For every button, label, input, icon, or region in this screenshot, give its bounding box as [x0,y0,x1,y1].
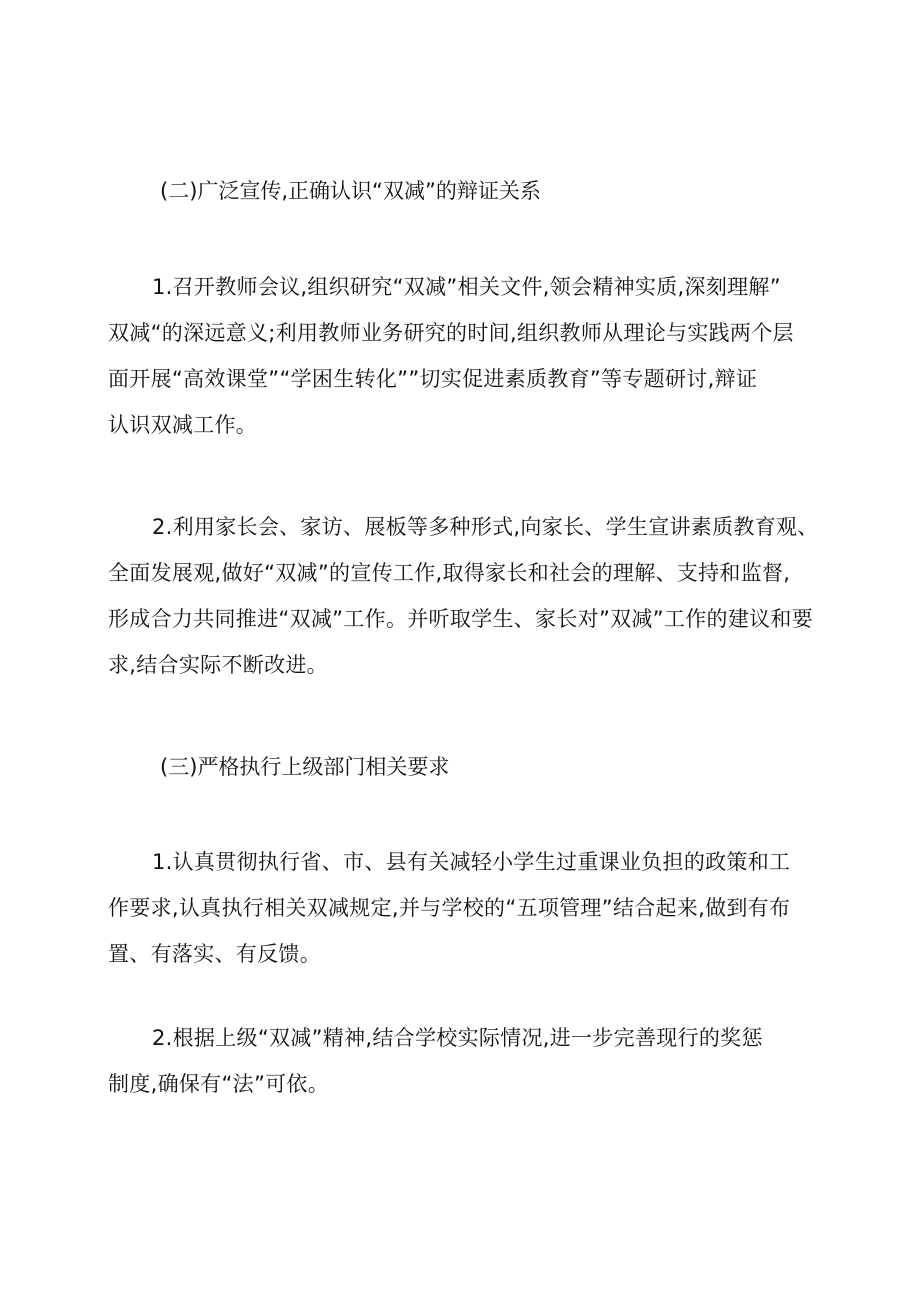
paragraph-line: 制度,确保有“法”可依。 [108,1072,330,1096]
paragraph-line: 全面发展观,做好“双减”的宣传工作,取得家长和社会的理解、支持和监督, [108,561,791,585]
paragraph-line: 2.利用家长会、家访、展板等多种形式,向家长、学生宣讲素质教育观、 [152,515,819,539]
paragraph-line: 2.根据上级“双减”精神,结合学校实际情况,进一步完善现行的奖惩 [152,1026,763,1050]
paragraph-line: 面开展“高效课堂”“学困生转化””切实促进素质教育”等专题研讨,辩证 [108,367,758,391]
paragraph-line: 1.召开教师会议,组织研究“双减”相关文件,领会精神实质,深刻理解” [152,275,781,299]
paragraph-line: 形成合力共同推进“双减”工作。并听取学生、家长对”双减”工作的建议和要 [108,607,814,631]
paragraph-line: 认识双减工作。 [108,413,258,437]
paragraph-2-1 [108,264,820,448]
section-heading-3: (三)严格执行上级部门相关要求 [160,755,450,779]
section-heading-2: (二)广泛宣传,正确认识“双减”的辩证关系 [160,179,541,203]
paragraph-line: 求,结合实际不断改进。 [108,653,328,677]
paragraph-line: 1.认真贯彻执行省、市、县有关减轻小学生过重课业负担的政策和工 [152,850,791,874]
paragraph-3-2 [108,1015,820,1107]
paragraph-line: 置、有落实、有反馈。 [108,942,321,966]
paragraph-2-2 [108,504,820,688]
paragraph-3-1 [108,839,820,977]
paragraph-line: 作要求,认真执行相关双减规定,并与学校的“五项管理”结合起来,做到有布 [108,896,791,920]
paragraph-line: 双减“的深远意义;利用教师业务研究的时间,组织教师从理论与实践两个层 [108,321,794,345]
